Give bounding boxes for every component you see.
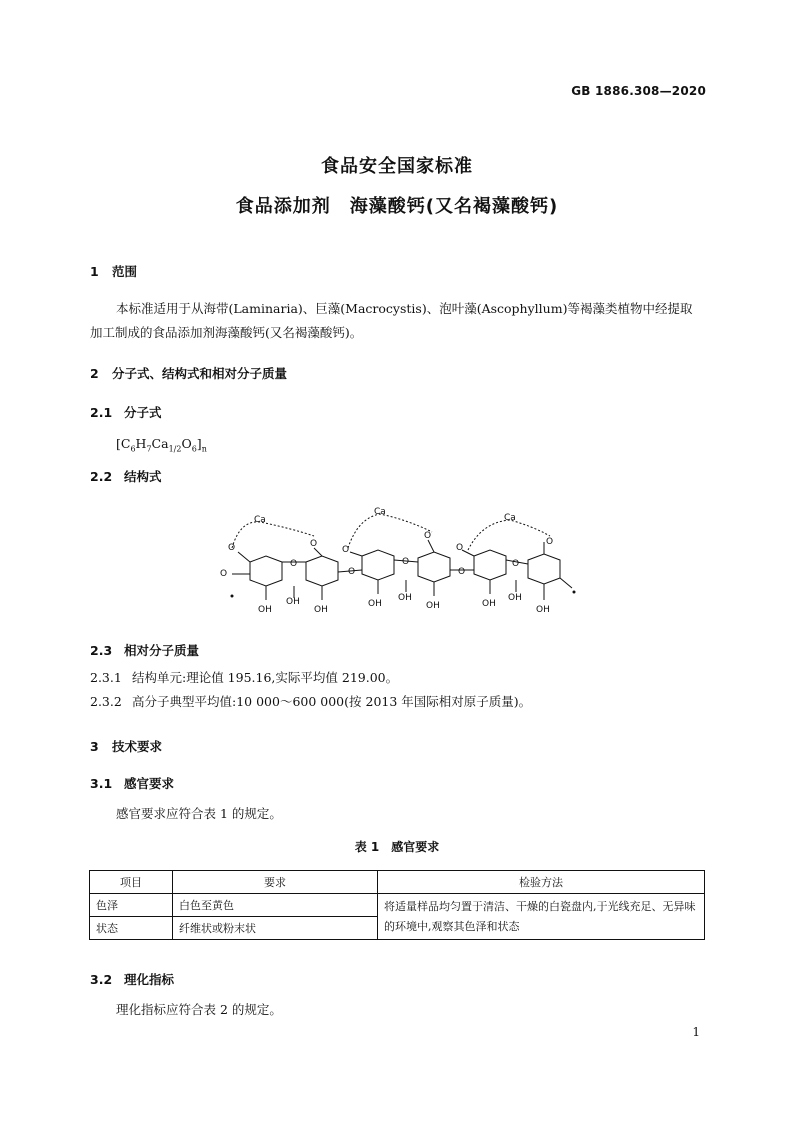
section-2-2-title: 结构式 [124, 469, 162, 484]
section-2-1-title: 分子式 [124, 405, 162, 420]
oxygen-label: O [220, 569, 228, 579]
section-3-2-heading [90, 970, 174, 988]
hydroxyl-label: OH [286, 597, 300, 607]
oxygen-label: O [228, 543, 236, 553]
section-2-1-heading [90, 403, 162, 421]
oxygen-label: O [348, 567, 356, 577]
table-header-item: 项目 [90, 871, 173, 894]
section-2-3-1-number: 2.3.1 [90, 670, 122, 685]
section-1-paragraph: 本标准适用于从海带(Laminaria)、巨藻(Macrocystis)、泡叶藻(Ascophyllum)等褐藻类植物中经提取加工制成的食品添加剂海藻酸钙(又名褐藻酸钙)。 [90, 301, 693, 340]
hydroxyl-label: OH [508, 593, 522, 603]
molecular-formula: $[C_6H_7Ca_{1/2}O_6]_n$ [116, 436, 207, 454]
table-header-method: 检验方法 [378, 871, 705, 894]
calcium-label: Ca [504, 513, 516, 523]
table-cell-requirement: 白色至黄色 [173, 894, 378, 917]
standard-code: GB 1886.308—2020 [571, 84, 706, 98]
section-3-heading [90, 737, 162, 755]
oxygen-label: O [424, 531, 432, 541]
hydroxyl-label: OH [368, 599, 382, 609]
table-row [90, 894, 705, 917]
oxygen-label: O [402, 557, 410, 567]
section-3-2-text: 理化指标应符合表 2 的规定。 [116, 1002, 282, 1017]
table-cell-item: 状态 [90, 917, 173, 940]
oxygen-label: O [512, 559, 520, 569]
section-2-3-1 [90, 666, 398, 690]
table-cell-item: 色泽 [90, 894, 173, 917]
section-2-3-title: 相对分子质量 [124, 643, 200, 658]
section-1-number: 1 [90, 264, 99, 279]
oxygen-label: O [546, 537, 554, 547]
oxygen-label: O [342, 545, 350, 555]
hydroxyl-label: OH [482, 599, 496, 609]
section-1-heading [90, 262, 137, 280]
section-1-title: 范围 [112, 264, 138, 279]
document-subtitle: 食品添加剂 海藻酸钙(又名褐藻酸钙) [235, 196, 559, 217]
section-3-2-number: 3.2 [90, 972, 113, 987]
sensory-requirements-table [89, 870, 705, 940]
hydroxyl-label: OH [314, 605, 328, 615]
section-2-title: 分子式、结构式和相对分子质量 [112, 366, 288, 381]
table-1-caption: 表 1 感官要求 [354, 840, 440, 854]
oxygen-label: O [310, 539, 318, 549]
section-2-1-number: 2.1 [90, 405, 113, 420]
hydroxyl-label: OH [398, 593, 412, 603]
section-3-title: 技术要求 [112, 739, 163, 754]
section-3-1-text: 感官要求应符合表 1 的规定。 [116, 806, 282, 821]
table-header-requirement: 要求 [173, 871, 378, 894]
structural-formula-diagram [210, 500, 590, 630]
section-2-3-2-number: 2.3.2 [90, 694, 122, 709]
section-2-3-2-text: 高分子典型平均值:10 000～600 000(按 2013 年国际相对原子质量)。 [132, 694, 532, 709]
oxygen-label: O [456, 543, 464, 553]
section-3-1-heading [90, 774, 174, 792]
section-2-3-heading [90, 641, 199, 659]
page-number: 1 [692, 1025, 700, 1039]
calcium-label: Ca [374, 507, 386, 517]
section-3-1-number: 3.1 [90, 776, 113, 791]
section-3-2-title: 理化指标 [124, 972, 175, 987]
section-3-number: 3 [90, 739, 99, 754]
hydroxyl-label: OH [536, 605, 550, 615]
section-3-1-title: 感官要求 [124, 776, 175, 791]
section-2-3-number: 2.3 [90, 643, 113, 658]
section-2-number: 2 [90, 366, 99, 381]
section-2-2-number: 2.2 [90, 469, 113, 484]
table-cell-method: 将适量样品均匀置于清洁、干燥的白瓷盘内,于光线充足、无异味的环境中,观察其色泽和状态 [378, 894, 705, 940]
table-header-row [90, 871, 705, 894]
document-title: 食品安全国家标准 [321, 156, 473, 177]
hydroxyl-label: OH [258, 605, 272, 615]
oxygen-label: O [458, 567, 466, 577]
table-cell-requirement: 纤维状或粉末状 [173, 917, 378, 940]
calcium-label: Ca [254, 515, 266, 525]
section-2-heading [90, 364, 287, 382]
section-2-3-2 [90, 690, 531, 714]
section-2-3-1-text: 结构单元:理论值 195.16,实际平均值 219.00。 [132, 670, 399, 685]
hydroxyl-label: OH [426, 601, 440, 611]
section-2-2-heading [90, 467, 162, 485]
oxygen-label: O [290, 559, 298, 569]
